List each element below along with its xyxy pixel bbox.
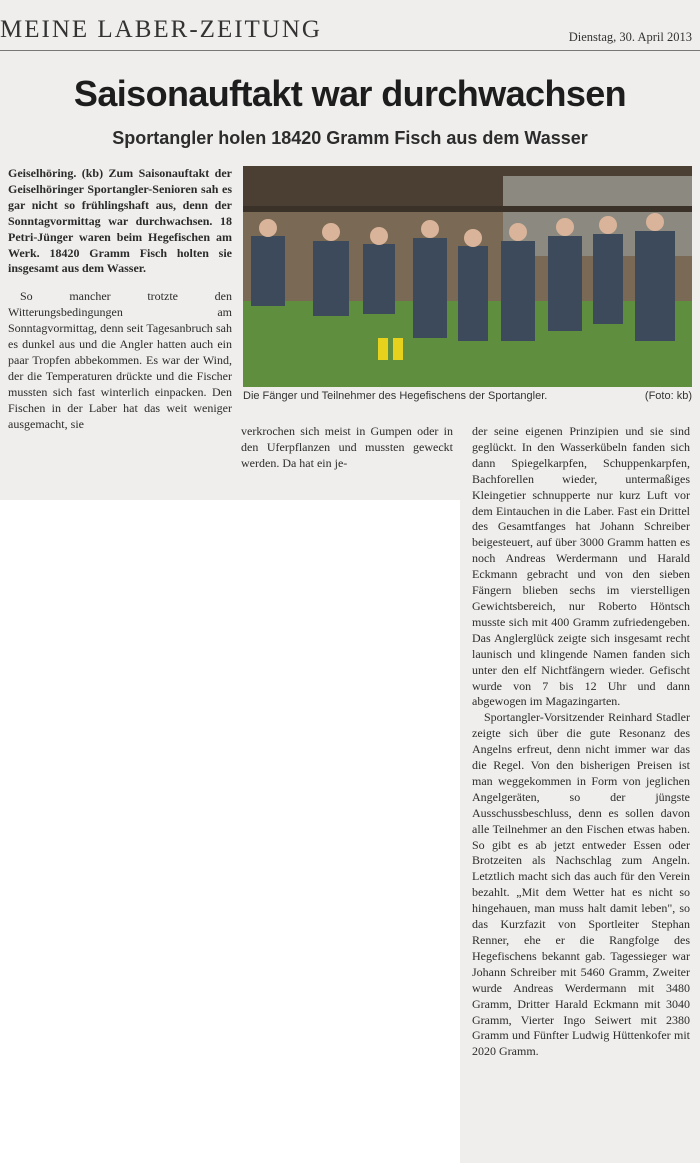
- article-column-3: [472, 424, 690, 1060]
- article-body-part-1: So mancher trotzte den Witterungsbedingungen am Sonntagvormittag, denn seit Tagesanbruch sah es dunkel aus und die Angler hatten auch ein paar Tropfen abbekommen. Es war der Wind, der die Temperaturen drückte und die Fischer mussten sich fast winterlich einpacken. Den Fischen in der Laber hat das weit weniger ausgemacht, sie: [8, 289, 232, 431]
- article-column-2: [241, 424, 453, 472]
- article-body-part-2: verkrochen sich meist in Gumpen oder in den Uferpflanzen und mussten geweckt werden. Da hat ein je-: [241, 424, 453, 470]
- article-body-part-3: der seine eigenen Prinzipien und sie sind geglückt. In den Wasserkübeln fanden sich dann Spiegelkarpfen, Schuppenkarpfen, Bachforellen wieder, untermaßiges Kleingetier schnupperte nur kurz Luft vor dem Eintauchen in die Laber. Fast ein Drittel des Gesamtfanges hat Johann Schreiber beigesteuert, auf über 3000 Gramm hatten es noch Andreas Werdermann und Harald Eckmann gebracht und von den sieben Fängern blieben sechs im vierstelligen Gewichtsbereich, nur Roberto Höntsch musste sich mit 400 Gramm zufriedengeben. Das Anglerglück zeigte sich insgesamt recht launisch und klingende Namen fanden sich unter den elf Nichtfängern wieder. Gefischt wurde von 7 bis 12 Uhr und dann abgewogen im Magazingarten.: [472, 424, 690, 709]
- group-photo-illustration: [243, 166, 692, 387]
- header-divider: [0, 50, 700, 51]
- article-subheadline: Sportangler holen 18420 Gramm Fisch aus dem Wasser: [112, 128, 588, 148]
- article-headline: Saisonauftakt war durchwachsen: [73, 73, 627, 114]
- group-photo: [243, 166, 692, 387]
- photo-caption: Die Fänger und Teilnehmer des Hegefischens der Sportangler.: [243, 390, 548, 402]
- article-column-1: [8, 166, 232, 433]
- article-lead: Geiselhöring. (kb) Zum Saisonauftakt der Geiselhöringer Sportangler-Senioren sah es gar nicht so frühlingshaft aus, denn der Sonntagvormittag war durchwachsen. 18 Petri-Jünger waren beim Hegefischen am Werk. 18420 Gramm Fisch holten sie insgesamt aus dem Wasser.: [8, 166, 232, 276]
- article-body-part-4: Sportangler-Vorsitzender Reinhard Stadler zeigte sich über die gute Resonanz des Angelns erfreut, denn nicht immer war das die Regel. Von den bisherigen Preisen ist man weggekommen in Form von jeglichen Angelgeräten, so der jüngste Ausschussbeschluss, denn es sollen davon alle Teilnehmer an den Fischen etwas haben. So gibt es ab jetzt entweder Essen oder Brotzeiten als Nachschlag zum Angeln. Letztlich macht sich das auch für den Verein bezahlt. „Mit dem Wetter hat es nicht so hingehauen, man muss halt damit leben", so das Kurzfazit von Sportleiter Stephan Renner, ehe er die Rangfolge des Hegefischens bekannt gab. Tagessieger war Johann Schreiber mit 5460 Gramm, Zweiter wurde Andreas Werdermann mit 3480 Gramm, Dritter Harald Eckmann mit 3040 Gramm, Vierter Ingo Seiwert mit 2380 Gramm und Fünfter Ludwig Hüttenkofer mit 2020 Gramm.: [472, 710, 690, 1059]
- newspaper-masthead: MEINE LABER-ZEITUNG: [0, 16, 322, 43]
- issue-date: Dienstag, 30. April 2013: [568, 30, 692, 44]
- photo-credit: (Foto: kb): [644, 390, 692, 402]
- photo-caption-row: [243, 390, 692, 402]
